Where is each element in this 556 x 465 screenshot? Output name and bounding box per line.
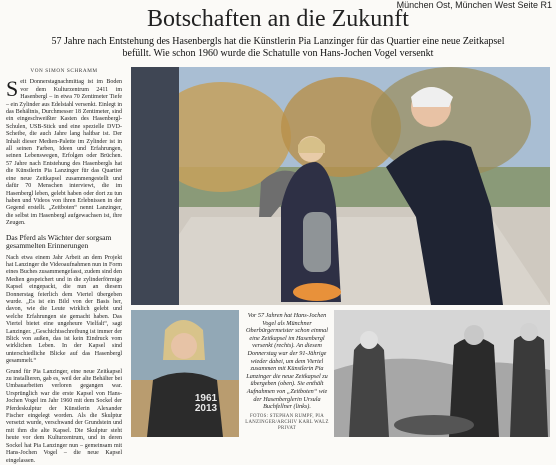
main-photo-illustration — [131, 67, 550, 305]
portrait-illustration — [131, 310, 239, 437]
page-subtitle: 57 Jahre nach Entstehung des Hasenbergls hat die Künstlerin Pia Lanzinger für das Quartier eine neue Zeitkapsel befüllt. Wie schon 1960 wurde die Schatulle von Hans-Jochen Vogel versenkt — [51, 36, 505, 59]
subhead: Das Pferd als Wächter der sorgsam gesammelten Erinnerungen — [6, 232, 112, 251]
tshirt-text-top: 1961 — [194, 393, 218, 404]
page-title: Botschaften an die Zukunft — [147, 6, 409, 32]
caption-text: Vor 57 Jahren hat Hans-Jochen Vogel als Münchner Oberbürgermeister schon einmal eine Zeitkapsel im Hasenbergl versenkt (rechts). An diesem Donnerstag war der 91-Jährige wieder dabei, um dem Viertel zusammen mit Künstlerin Pia Lanzinger die neue Zeitkapsel zu übergeben (oben). Sie enthält Aufnahmen von „Zeitboten“ wie der Hasenberglerin Ursula Buchfellner (links). — [246, 312, 328, 411]
portrait-photo — [131, 310, 239, 437]
paragraph-3: Grund für Pia Lanzinger, eine neue Zeitkapsel zu installieren, gab es, weil der alte Behälter bei Umbauarbeiten verloren gegangen war. Ursprünglich war die erste Kapsel von Hans-Jochen Vogel im Jahr 1960 mit dem Sockel der Pferdeskulptur der Künstlerin Alexander Fischer eingelegt worden. Als die Skulptur versetzt wurde, verschwand der Grundstein und mit ihm die alte Kapsel. Die Skulptur steht heute vor dem Kulturzentrum, und in deren Sockel hat Pia Lanzinger nun – gemeinsam mit Hans-Jochen Vogel – die neue Kapsel eingelassen. — [6, 368, 122, 464]
historic-photo — [334, 310, 550, 437]
historic-photo-illustration — [334, 310, 550, 437]
main-photo — [131, 67, 550, 305]
tshirt-text-bottom: 2013 — [194, 403, 218, 414]
section-label: München Ost, München West Seite R1 — [396, 0, 552, 10]
photo-credit: FOTOS: STEPHAN RUMPF, PIA LANZINGER/ARCHIV KARL WALZ PRIVAT — [245, 413, 329, 431]
byline: VON SIMON SCHRAMM — [30, 68, 98, 74]
article-column — [6, 68, 122, 464]
paragraph-1 — [6, 76, 122, 227]
tshirt-print — [179, 394, 233, 414]
paragraph-1-text: eit Donnerstagnachmittag ist im Boden vor dem Kulturzentrum 2411 im Hasenbergl – in etwa 70 Zentimeter Tiefe – ein Zylinder aus Edelstahl versenkt. Einlegt in das Behältnis, Durchmesser 18 Zentimeter, sind ein eingeschweißter Kasten des Hasenbergl-Schulen, USB-Stick und eine spezielle DVD-Scheibe, die auch Jahre lang haltbar ist. Der Inhalt dieser Medien-Palette im Zylinder ist in all seinen Farben, Ideen und Erfahrungen, seinen Lebenswegen, Erfolgen oder Brüchen. 57 Jahre nach Entstehung des Hasenbergls hat die Künstlerin Pia Lanzinger für das Quartier eine neue Zeitkapsel zusammengestellt und dafür 70 Menschen interviewt, die im Hasenbergl leben, gelebt haben oder dort zu tun haben und Videos von ihren Erlebnissen in der Gegend erstellt. „Zeitboten“ nennt Lanzinger, die selbst im Hasenbergl aufgewachsen ist, ihre Zeugen. — [6, 79, 122, 227]
paragraph-2: Nach etwa einem Jahr Arbeit an dem Projekt hat Lanzinger die Videoaufnahmen nun in Form eines Buches zusammengefasst, zudem sind den Medien gespeichert und in die zylinderförmige Kapsel eingepackt, die nun an diesem Donnerstag feierlich dem Viertel übergeben wurde. „Es ist ein Bild von der Basis her, davon, wie die Leute wirklich gelebt und welche Erfahrungen sie gemacht haben. Das Viertel bietet eine ungeheure Vielfalt“, sagt Lanzinger. „Geschichtsschreibung ist immer der Blick von außen, das ist kein Eindruck vom wirklichen Leben. In der Kapsel sind unterschiedliche Blicke auf das Hasenbergl gesammelt.“ — [6, 254, 122, 365]
drop-cap: S — [6, 76, 19, 102]
photo-caption — [244, 312, 330, 432]
